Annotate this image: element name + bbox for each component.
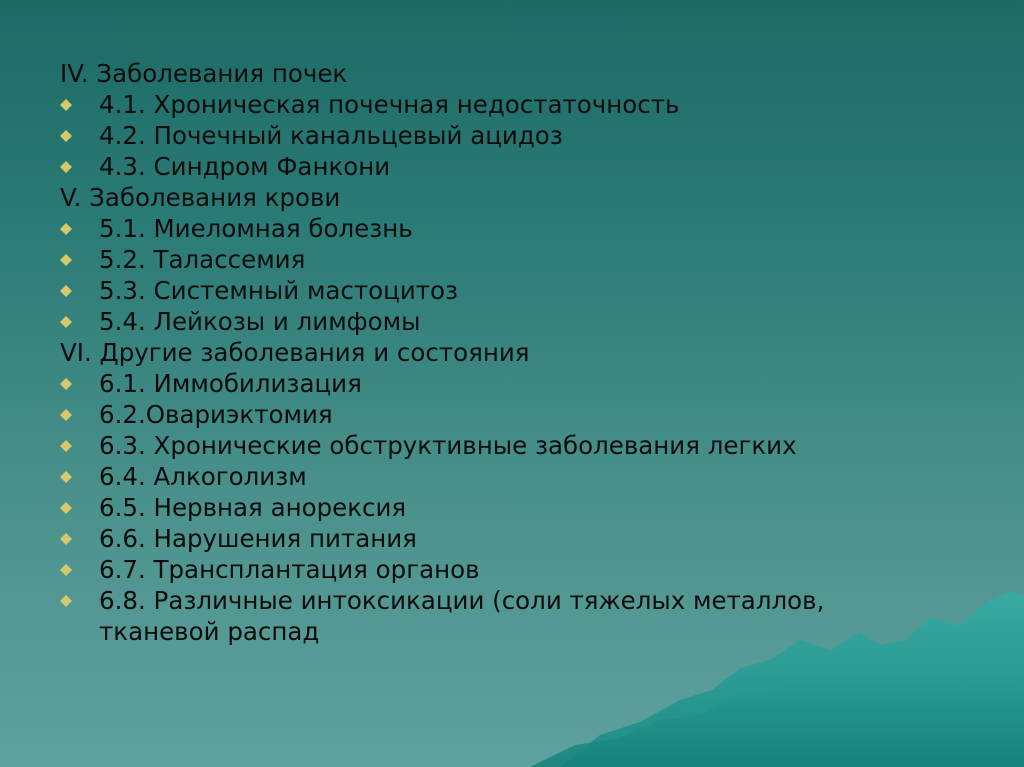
section-heading <box>60 337 960 368</box>
list-item <box>60 368 960 399</box>
diamond-bullet-icon <box>60 254 72 266</box>
list-item-text: 4.3. Синдром Фанкони <box>99 152 391 181</box>
list-item-text: 4.1. Хроническая почечная недостаточность <box>99 90 680 119</box>
list-item-text: 5.1. Миеломная болезнь <box>99 214 413 243</box>
diamond-bullet-icon <box>60 409 72 421</box>
list-item <box>60 461 960 492</box>
list-item <box>60 554 960 585</box>
list-item-text: 6.1. Иммобилизация <box>99 369 362 398</box>
list-item <box>60 213 960 244</box>
section-heading-text: IV. Заболевания почек <box>60 59 348 88</box>
list-item-text: 6.7. Трансплантация органов <box>99 555 480 584</box>
list-item-text: 5.2. Талассемия <box>99 245 306 274</box>
list-item-text: 5.4. Лейкозы и лимфомы <box>99 307 421 336</box>
list-item-text: 6.4. Алкоголизм <box>99 462 307 491</box>
list-item <box>60 151 960 182</box>
list-item <box>60 275 960 306</box>
list-item <box>60 523 960 554</box>
section-heading-text: V. Заболевания крови <box>60 183 341 212</box>
list-item <box>60 585 899 647</box>
list-item <box>60 399 960 430</box>
section-heading <box>60 182 960 213</box>
list-item <box>60 89 960 120</box>
diamond-bullet-icon <box>60 564 72 576</box>
list-item <box>60 244 960 275</box>
list-item <box>60 430 960 461</box>
list-item <box>60 120 960 151</box>
list-item-text: 4.2. Почечный канальцевый ацидоз <box>99 121 563 150</box>
list-item-text: 6.3. Хронические обструктивные заболевания легких <box>99 431 797 460</box>
section-heading-text: VI. Другие заболевания и состояния <box>60 338 530 367</box>
section-heading <box>60 58 960 89</box>
list-item-text: 6.8. Различные интоксикации (соли тяжелых металлов, тканевой распад <box>99 586 825 646</box>
diamond-bullet-icon <box>60 223 72 235</box>
diamond-bullet-icon <box>60 99 72 111</box>
list-item-text: 6.6. Нарушения питания <box>99 524 417 553</box>
diamond-bullet-icon <box>60 440 72 452</box>
diamond-bullet-icon <box>60 378 72 390</box>
list-item <box>60 306 960 337</box>
diamond-bullet-icon <box>60 471 72 483</box>
diamond-bullet-icon <box>60 316 72 328</box>
diamond-bullet-icon <box>60 502 72 514</box>
slide-body <box>60 58 960 647</box>
diamond-bullet-icon <box>60 595 72 607</box>
list-item <box>60 492 960 523</box>
list-item-text: 6.5. Нервная анорексия <box>99 493 407 522</box>
list-item-text: 6.2.Овариэктомия <box>99 400 333 429</box>
diamond-bullet-icon <box>60 161 72 173</box>
diamond-bullet-icon <box>60 285 72 297</box>
diamond-bullet-icon <box>60 130 72 142</box>
list-item-text: 5.3. Системный мастоцитоз <box>99 276 459 305</box>
diamond-bullet-icon <box>60 533 72 545</box>
